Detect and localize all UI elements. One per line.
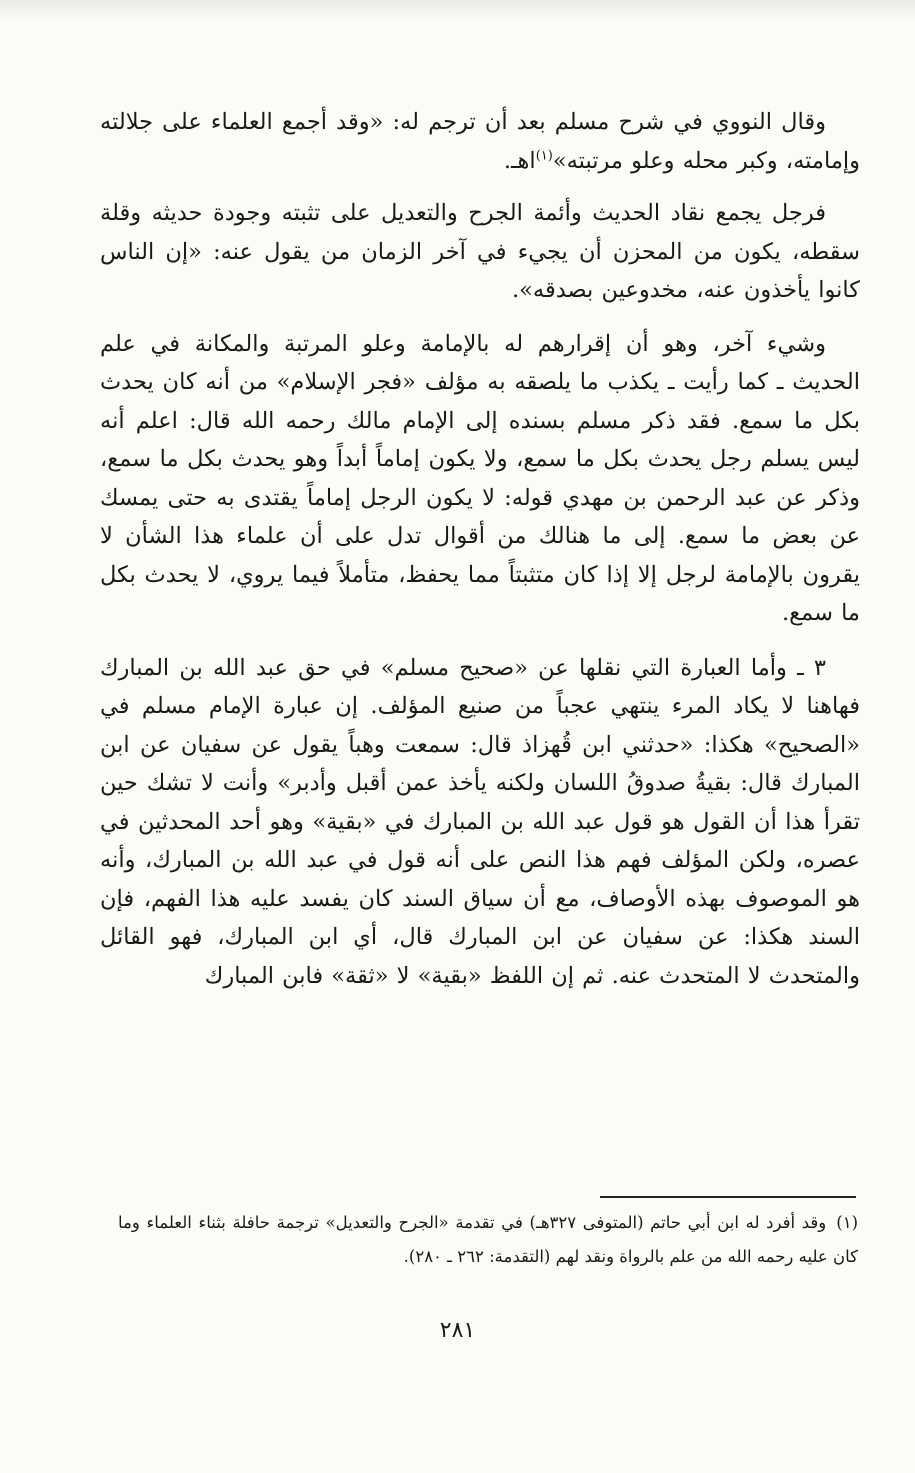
main-text-block [100,103,860,1011]
paragraph-text: وقال النووي في شرح مسلم بعد أن ترجم له: «وقد أجمع العلماء على جلالته وإمامته، وكبر محله وعلو مرتبته» [100,109,860,174]
footnote-reference: (١) [535,148,553,163]
footnote-number: (١) [836,1213,858,1232]
footnote-separator [600,1196,856,1198]
paragraph-consensus: فرجل يجمع نقاد الحديث وأئمة الجرح والتعديل على تثبته وجودة حديثه وقلة سقطه، يكون من المحزن أن يجيء في آخر الزمان من يقول عنه: «إن الناس كانوا يأخذون عنه، مخدوعين بصدقه». [100,200,860,303]
paragraph-text-end: اهـ. [503,147,536,174]
paragraph-imamate: وشيء آخر، وهو أن إقرارهم له بالإمامة وعلو المرتبة والمكانة في علم الحديث ـ كما رأيت ـ يكذب ما يلصقه به مؤلف «فجر الإسلام» من أنه كان يحدث بكل ما سمع. فقد ذكر مسلم بسنده إلى الإمام مالك رحمه الله قال: اعلم أنه ليس يسلم رجل يحدث بكل ما سمع، ولا يكون إماماً أبداً وهو يحدث بكل ما سمع، وذكر عن عبد الرحمن بن مهدي قوله: لا يكون الرجل إماماً يقتدى به حتى يمسك عن بعض ما سمع. إلى ما هنالك من أقوال تدل على أن علماء هذا الشأن لا يقرون بالإمامة لرجل إلا إذا كان متثبتاً مما يحفظ، متأملاً فيما يروي، لا يحدث بكل ما سمع. [100,330,860,626]
scan-top-edge [0,0,915,22]
footnote-text: وقد أفرد له ابن أبي حاتم (المتوفى ٣٢٧هـ) في تقدمة «الجرح والتعديل» ترجمة حافلة بثناء العلماء وما كان عليه رحمه الله من علم بالرواة ونقد لهم (التقدمة: ٢٦٢ ـ ٢٨٠). [118,1213,858,1266]
paragraph-ibn-mubarak: ٣ ـ وأما العبارة التي نقلها عن «صحيح مسلم» في حق عبد الله بن المبارك فهاهنا لا يكاد المرء ينتهي عجباً من صنيع المؤلف. إن عبارة الإمام مسلم في «الصحيح» هكذا: «حدثني ابن قُهزاذ قال: سمعت وهباً يقول عن سفيان عن ابن المبارك قال: بقيةُ صدوقُ اللسان ولكنه يأخذ عمن أقبل وأدبر» وأنت لا تشك حين تقرأ هذا أن القول هو قول عبد الله بن المبارك في «بقية» وهو أحد المحدثين في عصره، ولكن المؤلف فهم هذا النص على أنه قول في عبد الله بن المبارك، وأنه هو الموصوف بهذه الأوصاف، مع أن سياق السند كان يفسد عليه هذا الفهم، فإن السند هكذا: عن سفيان عن ابن المبارك قال، أي ابن المبارك، فهو القائل والمتحدث لا المتحدث عنه. ثم إن اللفظ «بقية» لا «ثقة» فابن المبارك [100,654,860,989]
paragraph-nawawi-quote [100,103,860,180]
footnote [118,1206,858,1274]
page-number: ٢٨١ [439,1318,476,1343]
